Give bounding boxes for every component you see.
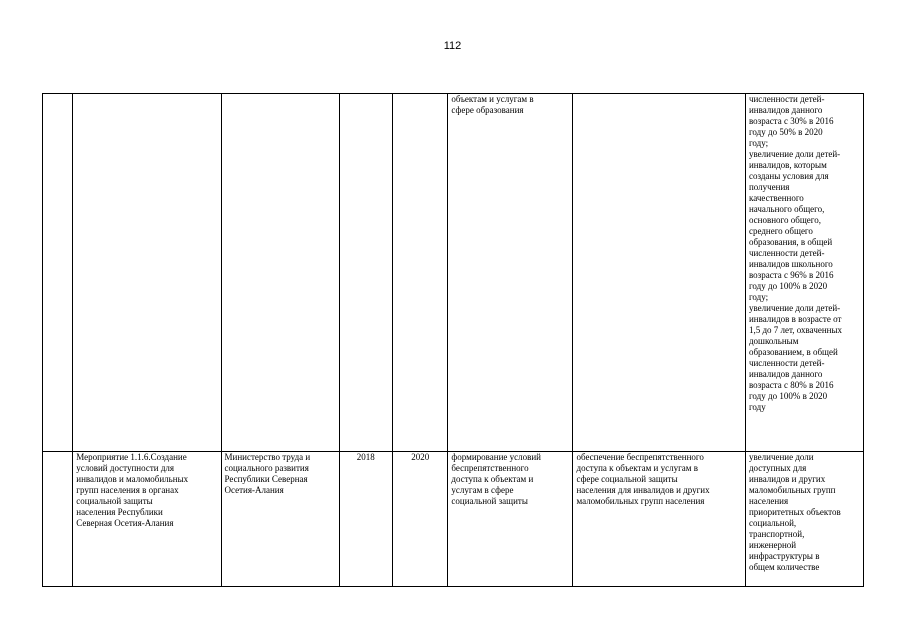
executor-cell: Министерство труда и социального развития Республики Северная Осетия-Алания [221,452,339,587]
direction-cell: формирование условий беспрепятственного доступа к объектам и услугам в сфере социальной защиты [448,452,573,587]
program-events-table [42,93,864,587]
end-year-cell: 2020 [392,452,447,587]
event-name-cell: Мероприятие 1.1.6.Создание условий доступности для инвалидов и маломобильных групп населения в органах социальной защиты населения Республики Северная Осетия-Алания [73,452,221,587]
event-name-cell [73,94,221,452]
page-number: 112 [443,40,462,52]
row-number-cell [43,452,73,587]
executor-cell [221,94,339,452]
indicators-cell: увеличение доли доступных для инвалидов и других маломобильных групп населения приоритетных объектов социальной, транспортной, инженерной инфраструктуры в общем количестве [745,452,863,587]
indicators-cell: численности детей- инвалидов данного возраста с 30% в 2016 году до 50% в 2020 году; увеличение доли детей- инвалидов, которым созданы условия для получения качественного начального общего, основного общего, среднего общего образования, в общей численности детей- инвалидов школьного возраста с 96% в 2016 году до 100% в 2020 году; увеличение доли детей- инвалидов в возрасте от 1,5 до 7 лет, охваченных дошкольным образованием, в общей численности детей- инвалидов данного возраста с 80% в 2016 году до 100% в 2020 году [745,94,863,452]
start-year-cell: 2018 [339,452,392,587]
expected-result-cell [573,94,745,452]
row-number-cell [43,94,73,452]
end-year-cell [392,94,447,452]
expected-result-cell: обеспечение беспрепятственного доступа к объектам и услугам в сфере социальной защиты населения для инвалидов и других маломобильных групп населения [573,452,745,587]
start-year-cell [339,94,392,452]
table-row [43,452,864,587]
direction-cell: объектам и услугам в сфере образования [448,94,573,452]
table-row [43,94,864,452]
